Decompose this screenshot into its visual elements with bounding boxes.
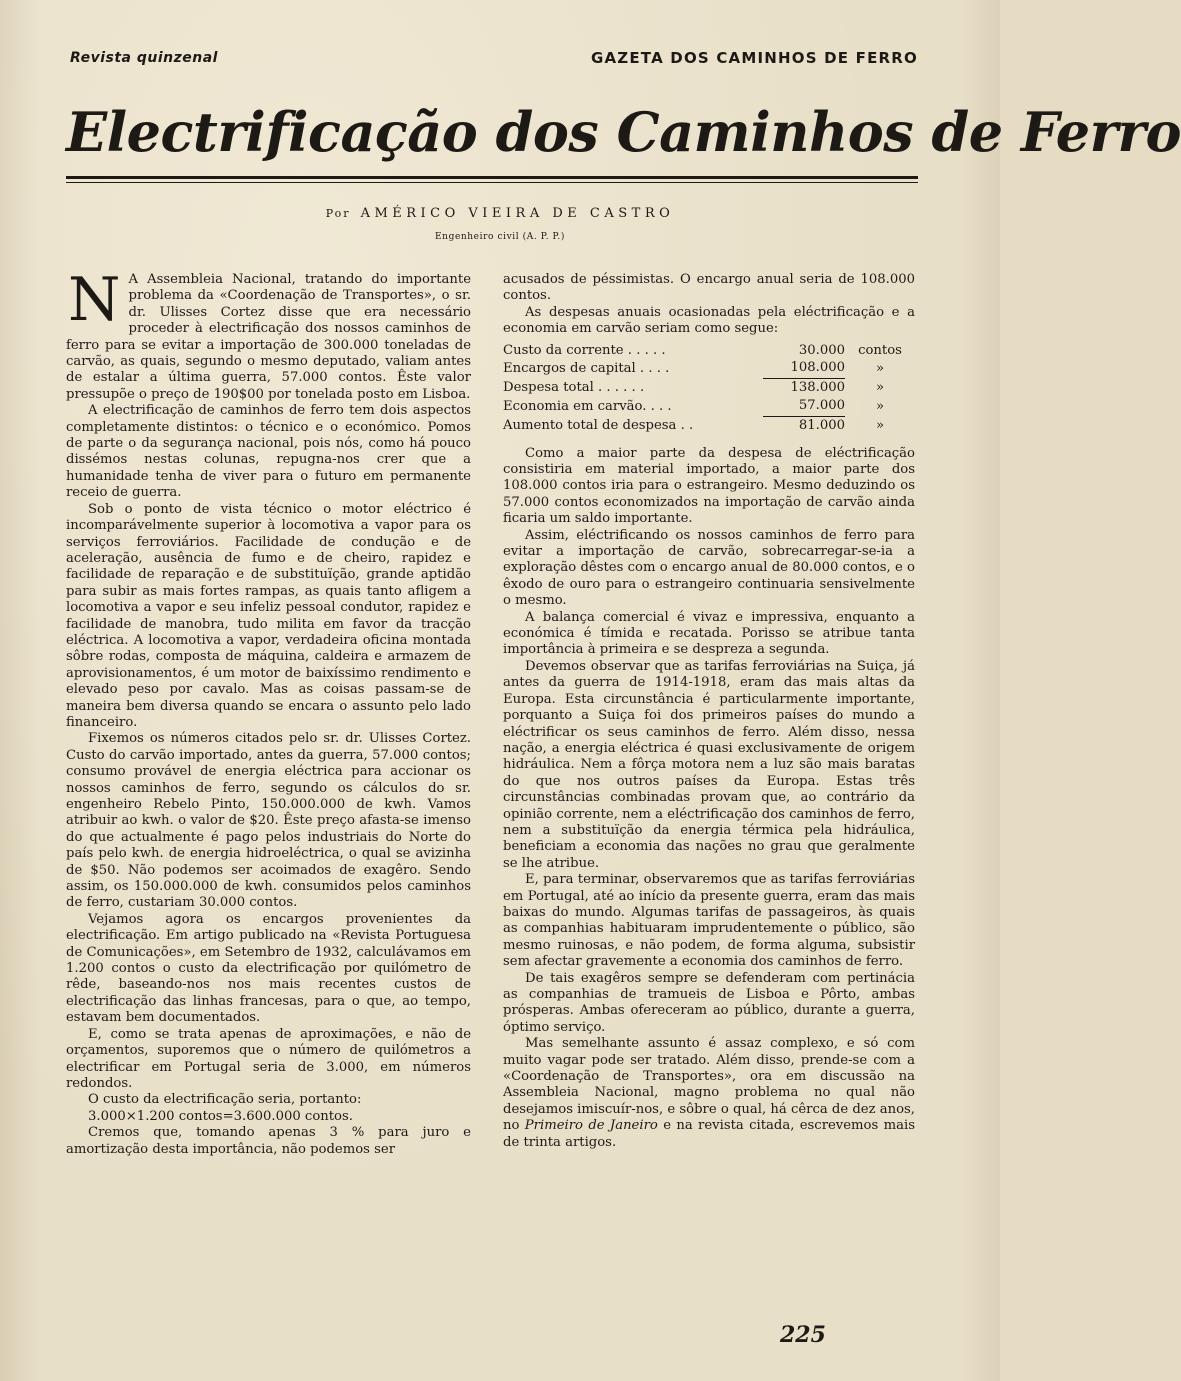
cost-table [503, 342, 915, 436]
paragraph: Devemos observar que as tarifas ferroviárias na Suiça, já antes da guerra de 1914-1918, eram das mais altas da Europa. Esta circunstância é particularmente importante, porquanto a Suiça foi dos primeiros países do mundo a eléctrificar os seus caminhos de ferro. Além disso, nessa nação, a energia eléctrica é quasi exclusivamente de origem hidráulica. Nem a fôrça motora nem a luz são mais baratas do que nos outros países da Europa. Estas três circunstâncias combinadas provam que, ao contrário da opinião corrente, nem a eléctrificação dos caminhos de ferro, nem a substituïção da energia térmica pela hidráulica, beneficiam a economia das nações no grau que geralmente se lhe atribue. [503, 658, 915, 871]
paragraph: acusados de péssimistas. O encargo anual seria de 108.000 contos. [503, 272, 915, 304]
table-row-value: 108.000 [763, 359, 845, 379]
table-row-unit: » [875, 380, 885, 396]
title-rule-thin [66, 182, 918, 183]
paragraph: Sob o ponto de vista técnico o motor eléctrico é incomparávelmente superior à locomotiva a vapor para os serviços ferroviários. Facilidade de condução e de aceleração, ausência de fumo e de cheiro, rapidez e facilidade de reparação e de substituïção, grande aptidão para subir as mais fortes rampas, as quais tanto afligem a locomotiva a vapor e seu infeliz pessoal condutor, rapidez e facilidade de manobra, tudo milita em favor da tracção eléctrica. A locomotiva a vapor, verdadeira oficina montada sôbre rodas, composta de máquina, caldeira e armazem de aprovisionamentos, é um motor de baixíssimo rendimento e elevado peso por cavalo. Mas as coisas passam-se de maneira bem diversa quando se encara o assunto pelo lado financeiro. [66, 501, 471, 730]
paragraph: De tais exagêros sempre se defenderam com pertinácia as companhias de tramueis de Lisboa e Pôrto, ambas prósperas. Ambas ofereceram ao público, durante a guerra, óptimo serviço. [503, 970, 915, 1035]
table-row-label: Aumento total de despesa . . [503, 417, 694, 433]
paragraph: Cremos que, tomando apenas 3 % para juro e amortização desta importância, não podemos ser [66, 1125, 471, 1157]
paragraph-text: Mas semelhante assunto é assaz complexo, e só com muito vagar pode ser tratado. Além disso, prende-se com a «Coordenação de Transportes», ora em discussão na Assembleia Nacional, magno problema no qual não desejamos imiscuír-nos, e sôbre o qual, há cêrca de dez anos, no [503, 1036, 915, 1134]
table-row-label: Despesa total . . . . . . [503, 380, 645, 396]
paragraph-text: A Assembleia Nacional, tratando do importante problema da «Coordenação de Transportes», o sr. dr. Ulisses Cortez disse que era necessário proceder à electrificação dos nossos caminhos de ferro para se evitar a importação de 300.000 toneladas de carvão, as quais, segundo o mesmo deputado, valiam antes de estalar a última guerra, 57.000 contos. Êste valor pressupõe o preço de 190$00 por tonelada posto em Lisboa. [66, 272, 471, 402]
header-magazine-frequency: Revista quinzenal [70, 50, 218, 66]
table-row-value: 81.000 [798, 417, 845, 433]
table-row-label: Encargos de capital . . . . [503, 361, 670, 377]
paragraph: Assim, eléctrificando os nossos caminhos de ferro para evitar a importação de carvão, sobrecarregar-se-ia a exploração dêstes com o encargo anual de 80.000 contos, e o êxodo de ouro para o estrangeiro continuaria sensivelmente o mesmo. [503, 527, 915, 609]
table-row-value: 30.000 [798, 342, 845, 358]
paragraph: A electrificação de caminhos de ferro tem dois aspectos completamente distintos: o técnico e o económico. Pomos de parte o da segurança nacional, pois nós, como há pouco dissémos nestas colunas, repugna-nos crer que a humanidade tenha de viver para o futuro em permanente receio de guerra. [66, 403, 471, 501]
formula-line: 3.000×1.200 contos=3.600.000 contos. [88, 1108, 353, 1124]
paragraph: Como a maior parte da despesa de eléctrificação consistiria em material importado, a maior parte dos 108.000 contos iria para o estrangeiro. Mesmo deduzindo os 57.000 contos economizados na importação de carvão ainda ficaria um saldo importante. [503, 445, 915, 527]
table-row-unit: » [875, 399, 885, 415]
paragraph: A balança comercial é vivaz e impressiva, enquanto a económica é tímida e recatada. Porisso se atribue tanta importância à primeira e se despreza a segunda. [503, 609, 915, 658]
byline-por: Por [325, 207, 351, 220]
table-row-value: 57.000 [763, 397, 845, 417]
article-title: Electrificação dos Caminhos de Ferro [66, 100, 1181, 164]
paragraph: As despesas anuais ocasionadas pela eléctrificação e a economia em carvão seriam como segue: [503, 304, 915, 337]
text-column-right [503, 272, 915, 1151]
table-row [503, 398, 915, 417]
drop-cap: N [68, 265, 121, 335]
newspaper-title: Primeiro de Janeiro [524, 1118, 658, 1134]
paragraph [66, 265, 471, 403]
table-row-label: Custo da corrente . . . . . [503, 342, 666, 358]
paragraph: E, para terminar, observaremos que as tarifas ferroviárias em Portugal, até ao início da presente guerra, eram das mais baixas do mundo. Algumas tarifas de passageiros, às quais as companhias habituaram imprudentemente o público, são mesmo ruinosas, e não podem, de forma alguma, subsistir sem afectar gravemente a economia dos caminhos de ferro. [503, 872, 915, 970]
page-number: 225 [780, 1322, 826, 1348]
header-magazine-title: GAZETA DOS CAMINHOS DE FERRO [590, 49, 918, 67]
table-row [503, 342, 915, 361]
paragraph [503, 1036, 915, 1151]
byline [0, 206, 1000, 221]
paragraph: Vejamos agora os encargos provenientes da electrificação. Em artigo publicado na «Revista Portuguesa de Comunicações», em Setembro de 1932, calculávamos em 1.200 contos o custo da electrificação por quilómetro de rêde, baseando-nos nos mais recentes custos de electrificação das linhas francesas, para o que, ao tempo, estavam bem documentados. [66, 911, 471, 1026]
paragraph: E, como se trata apenas de aproximações, e não de orçamentos, suporemos que o número de quilómetros a electrificar em Portugal seria de 3.000, em números redondos. [66, 1026, 471, 1091]
paragraph-text: e na revista citada, escrevemos mais de trinta artigos. [503, 1118, 915, 1150]
paragraph: Fixemos os números citados pelo sr. dr. Ulisses Cortez. Custo do carvão importado, antes da guerra, 57.000 contos; consumo provável de energia eléctrica para accionar os nossos caminhos de ferro, segundo os cálculos do sr. engenheiro Rebelo Pinto, 150.000.000 de kwh. Vamos atribuir ao kwh. o valor de $20. Êste preço afasta-se imenso do que actualmente é pago pelos industriais do Norte do país pelo kwh. de energia hidroeléctrica, o qual se avizinha de $50. Não podemos ser acoimados de exagêro. Sendo assim, os 150.000.000 de kwh. consumidos pelos caminhos de ferro, custariam 30.000 contos. [66, 731, 471, 911]
table-row-unit: » [875, 361, 885, 377]
table-row [503, 417, 915, 436]
table-row-label: Economia em carvão. . . . [503, 399, 672, 415]
table-row-unit: contos [858, 342, 902, 358]
title-rule-thick [66, 176, 918, 179]
table-row [503, 360, 915, 379]
byline-author: AMÉRICO VIEIRA DE CASTRO [360, 206, 675, 221]
table-row [503, 379, 915, 398]
text-column-left [66, 265, 471, 1158]
table-row-value: 138.000 [790, 380, 845, 396]
author-credential: Engenheiro civil (A. P. P.) [435, 232, 565, 242]
table-row-unit: » [875, 417, 885, 433]
paragraph: O custo da electrificação seria, portanto: [88, 1092, 362, 1108]
